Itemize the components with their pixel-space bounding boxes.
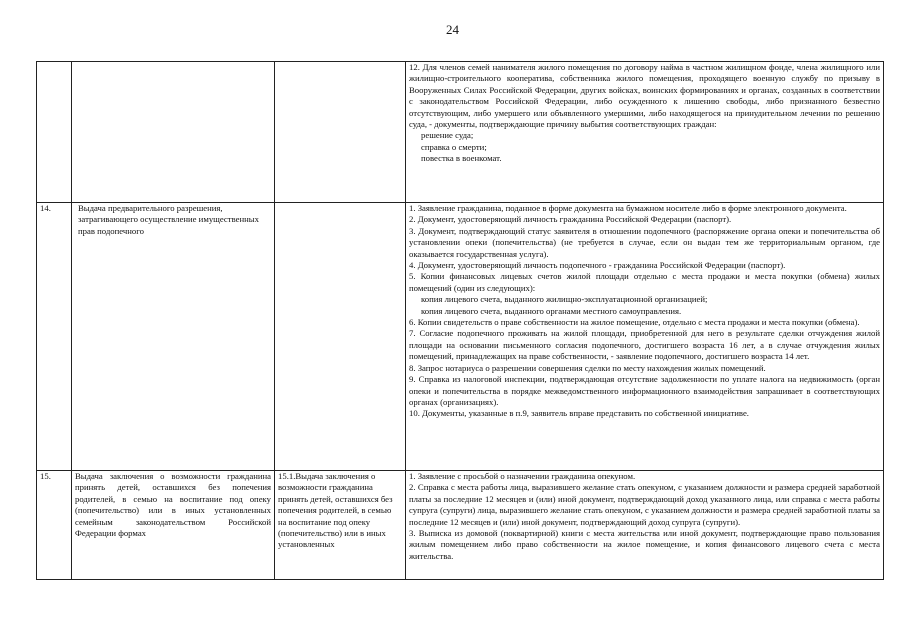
document-item: 2. Документ, удостоверяющий личность гражданина Российской Федерации (паспорт). <box>409 214 732 225</box>
document-item: 9. Справка из налоговой инспекции, подтверждающая отсутствие задолженности по уплате налога на недвижимость (орган опеки и попечительства в порядке межведомственного информационного взаимодействия запрашивает в соответствующих органах (организациях). <box>409 374 880 407</box>
row-number: 15. <box>37 471 72 580</box>
row-number <box>37 62 72 203</box>
document-item: 8. Запрос нотариуса о разрешении совершения сделки по месту нахождения жилых помещений. <box>409 362 766 373</box>
documents-cell <box>406 471 884 580</box>
sub-service: 15.1.Выдача заключения о возможности гражданина принять детей, оставшихся без попечения родителей, в семью на воспитание под опеку (попечительство) или в иных установленных <box>275 471 406 580</box>
sub-service <box>275 203 406 471</box>
document-item: 3. Выписка из домовой (поквартирной) книги с места жительства или иной документ, подтверждающие право пользования жилым помещением либо право собственности на жилое помещение, и копия финансового лицевого счета с места жительства. <box>409 528 880 561</box>
service-name <box>72 62 275 203</box>
document-item: 7. Согласие подопечного проживать на жилой площади, приобретенной для него в результате сделки отчуждения жилой площади на основании письменного согласия подопечного, достигшего возраста 16 лет, а в случае отчуждения жилых помещений, принадлежащих на праве собственности, - заявление подопечного, достигшего возраста 14 лет. <box>409 328 880 362</box>
service-name: Выдача заключения о возможности гражданина принять детей, оставшихся без попечения родителей, в семью на воспитание под опеку (попечительство) или в иных установленных семейным законодательством Российской Федерации формах <box>72 471 275 580</box>
document-item: 5. Копии финансовых лицевых счетов жилой площади отдельно с места продажи и места покупки (обмена) жилых помещений (один из следующих): <box>409 271 880 293</box>
table-row <box>37 62 884 203</box>
document-subitem: повестка в военкомат. <box>421 153 502 164</box>
row-number: 14. <box>37 203 72 471</box>
document-item: 3. Документ, подтверждающий статус заявителя в отношении подопечного (распоряжение органа опеки и попечительства об установлении опеки (попечительства) (не требуется в случае, если он выдан тем же территориальным органом, где оказывается государственная услуга). <box>409 225 880 259</box>
table-row <box>37 471 884 580</box>
document-subitem: копия лицевого счета, выданного органами местного самоуправления. <box>421 305 682 316</box>
document-subitem: справка о смерти; <box>421 141 487 152</box>
table-row <box>37 203 884 471</box>
document-item: 10. Документы, указанные в п.9, заявитель вправе представить по собственной инициативе. <box>409 408 749 419</box>
document-paragraph: 12. Для членов семей нанимателя жилого помещения по договору найма в частном жилищном фонде, члена жилищного или жилищно-строительного кооператива, собственника жилого помещения, проходящего военную службу по призыву в Вооруженных Силах Российской Федерации, других войсках, воинских формированиях и органах, созданных в соответствии с законодательством Российской Федерации, либо осужденного к лишению свободы, либо признанного безвестно отсутствующим, либо умершего или объявленного умершими, либо находящегося на принудительном лечении по решению суда, - документы, подтверждающие причину выбытия соответствующих граждан: <box>409 62 880 130</box>
document-item: 2. Справка с места работы лица, выразившего желание стать опекуном, с указанием должности и размера средней заработной платы за последние 12 месяцев и (или) иной документ, подтверждающий доход указанного лица, или справка с места работы супруга (супруги) лица, выразившего желание стать опекуном, с указанием должности и размера средней заработной платы за последние 12 месяцев и (или) иной документ, подтверждающий доход супруга (супруги). <box>409 482 880 527</box>
documents-cell <box>406 62 884 203</box>
document-item: 1. Заявление гражданина, поданное в форме документа на бумажном носителе либо в форме электронного документа. <box>409 203 847 213</box>
document-item: 6. Копии свидетельств о праве собственности на жилое помещение, отдельно с места продажи и места покупки (обмена). <box>409 317 860 328</box>
sub-service <box>275 62 406 203</box>
document-subitem: копия лицевого счета, выданного жилищно-эксплуатационной организацией; <box>421 294 708 305</box>
services-table <box>36 61 884 580</box>
page-number: 24 <box>446 22 459 37</box>
documents-cell <box>406 203 884 471</box>
document-item: 4. Документ, удостоверяющий личность подопечного - гражданина Российской Федерации (паспорт). <box>409 260 786 271</box>
document-item: 1. Заявление с просьбой о назначении гражданина опекуном. <box>409 471 636 481</box>
document-subitem: решение суда; <box>421 130 474 141</box>
service-name: Выдача предварительного разрешения, затрагивающего осуществление имущественных прав подопечного <box>72 203 275 471</box>
